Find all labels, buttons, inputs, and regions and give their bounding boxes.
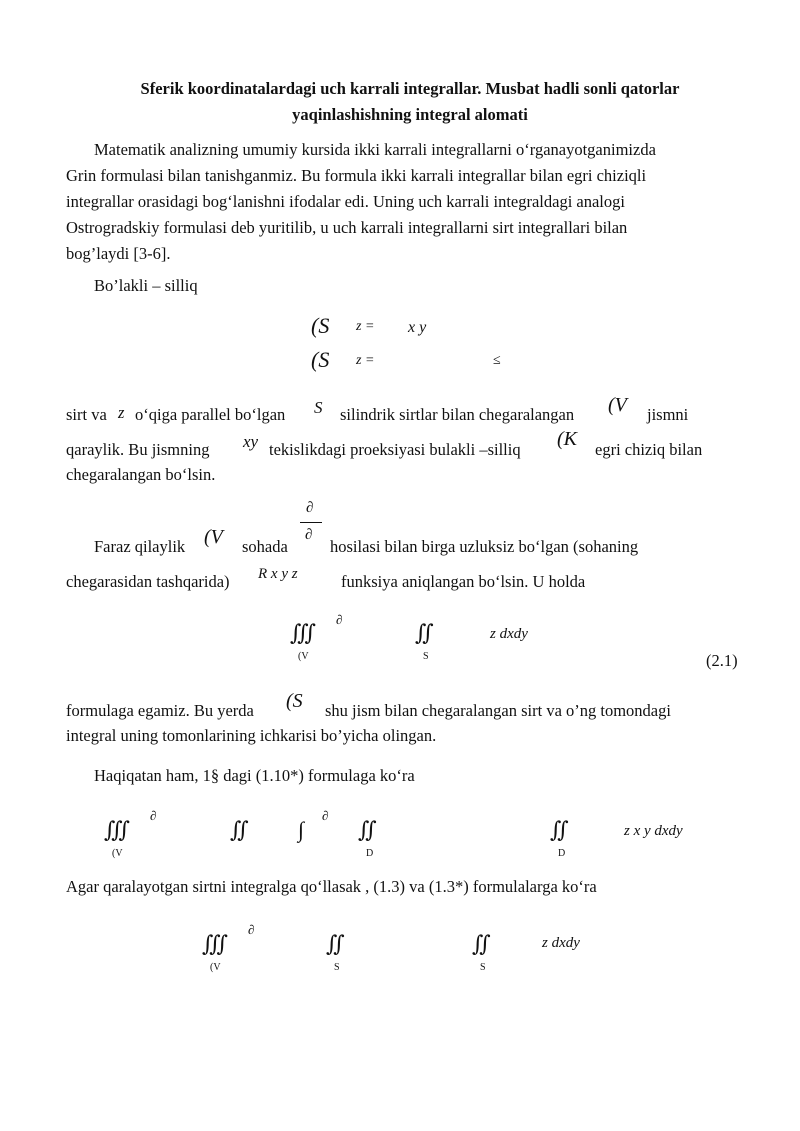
s2-le: ≤ (493, 353, 501, 368)
eq2-partial-2: ∂ (322, 808, 329, 823)
p2-h: chegaralangan bo‘lsin. (66, 465, 216, 484)
p2-S: S (314, 398, 323, 417)
paragraph-5: Haqiqatan ham, 1§ dagi (1.10*) formulaga ko‘ra (94, 766, 415, 785)
title-line-1: Sferik koordinatalardagi uch karrali integrallar. Musbat hadli sonli qatorlar (140, 79, 680, 98)
p2-f: tekislikdagi proeksiyasi bulakli –silliq (269, 440, 521, 459)
p2-xy: xy (243, 432, 259, 451)
title-line-2: yaqinlashishning integral alomati (292, 105, 528, 124)
eq3-sub-s2: S (480, 962, 486, 973)
p2-d: jismni (647, 405, 689, 424)
p2-a: sirt va (66, 405, 107, 424)
intro-line-2: Grin formulasi bilan tanishganmiz. Bu formula ikki karrali integrallar bilan egri chiziqli (66, 166, 647, 185)
p2-g: egri chiziq bilan (595, 440, 703, 459)
eq2-double-integral-2: ∬ (358, 817, 371, 842)
intro-line-3: integrallar orasidagi bog‘lanishni ifodalar edi. Uning uch karrali integraldagi analogi (66, 192, 625, 211)
eq3-triple-integral: ∭ (202, 931, 223, 956)
equation-number: (2.1) (706, 651, 738, 670)
eq3-double-integral-2: ∬ (472, 931, 485, 956)
p4-S: (S (286, 690, 303, 712)
intro-line-4: Ostrogradskiy formulasi deb yuritilib, u uch karrali integrallarni sirt integrallari bilan (66, 218, 628, 237)
p3-V: (V (204, 526, 223, 548)
p3-R: R x y z (258, 566, 298, 582)
bolakli-text: Bo’lakli – silliq (94, 276, 198, 295)
s1-eq: z = (356, 319, 375, 334)
eq2-sub-d2: D (558, 848, 566, 859)
p2-K: (K (557, 428, 577, 450)
eq3-double-integral-1: ∬ (326, 931, 339, 956)
p3-a: Faraz qilaylik (94, 537, 186, 556)
p4-l2: integral uning tomonlarining ichkarisi bo’yicha olingan. (66, 726, 437, 745)
page-title (60, 76, 760, 128)
fraction-bar (300, 522, 322, 523)
s2-eq: z = (356, 353, 375, 368)
p3-partial-top: ∂ (306, 500, 314, 516)
p2-V: (V (608, 394, 627, 416)
p3-d: chegarasidan tashqarida) (66, 572, 230, 591)
p3-c: hosilasi bilan birga uzluksiz bo‘lgan (sohaning (330, 537, 639, 556)
eq1-double-integral: ∬ (415, 620, 428, 645)
paragraph-6: Agar qaralayotgan sirtni integralga qo‘llasak , (1.3) va (1.3*) formulalarga ko‘ra (66, 877, 597, 896)
eq2-double-integral-1: ∬ (230, 817, 243, 842)
eq1-sub-v: (V (298, 651, 309, 662)
eq2-double-integral-3: ∬ (550, 817, 563, 842)
s2-paren: (S (311, 347, 330, 372)
s1-paren: (S (311, 313, 330, 338)
p4-b: shu jism bilan chegaralangan sirt va o’ng tomondagi (325, 701, 671, 720)
p3-b: sohada (242, 537, 288, 556)
eq2-triple-integral: ∭ (104, 817, 125, 842)
eq2-sub-v: (V (112, 848, 123, 859)
eq3-sub-v: (V (210, 962, 221, 973)
intro-line-1: Matematik analizning umumiy kursida ikki karrali integrallarni o‘rganayotganimizda (94, 140, 656, 159)
eq1-sub-s: S (423, 651, 429, 662)
eq1-partial: ∂ (336, 612, 343, 627)
eq2-sub-d: D (366, 848, 374, 859)
eq2-rhs: z x y dxdy (624, 823, 683, 839)
eq1-triple-integral: ∭ (290, 620, 311, 645)
eq1-rhs: z dxdy (490, 626, 528, 642)
p4-a: formulaga egamiz. Bu yerda (66, 701, 254, 720)
s1-rhs: x y (408, 319, 427, 336)
p2-b: o‘qiga parallel bo‘lgan (135, 405, 286, 424)
p3-partial-bot: ∂ (305, 527, 313, 543)
eq3-sub-s1: S (334, 962, 340, 973)
intro-line-5: bog’laydi [3-6]. (66, 244, 171, 263)
eq3-partial: ∂ (248, 922, 255, 937)
intro-paragraph (66, 137, 746, 267)
eq3-rhs: z dxdy (542, 935, 580, 951)
p2-e: qaraylik. Bu jismning (66, 440, 210, 459)
p2-z: z (118, 403, 125, 422)
p2-c: silindrik sirtlar bilan chegaralangan (340, 405, 575, 424)
p3-e: funksiya aniqlangan bo‘lsin. U holda (341, 572, 586, 591)
eq2-partial: ∂ (150, 808, 157, 823)
